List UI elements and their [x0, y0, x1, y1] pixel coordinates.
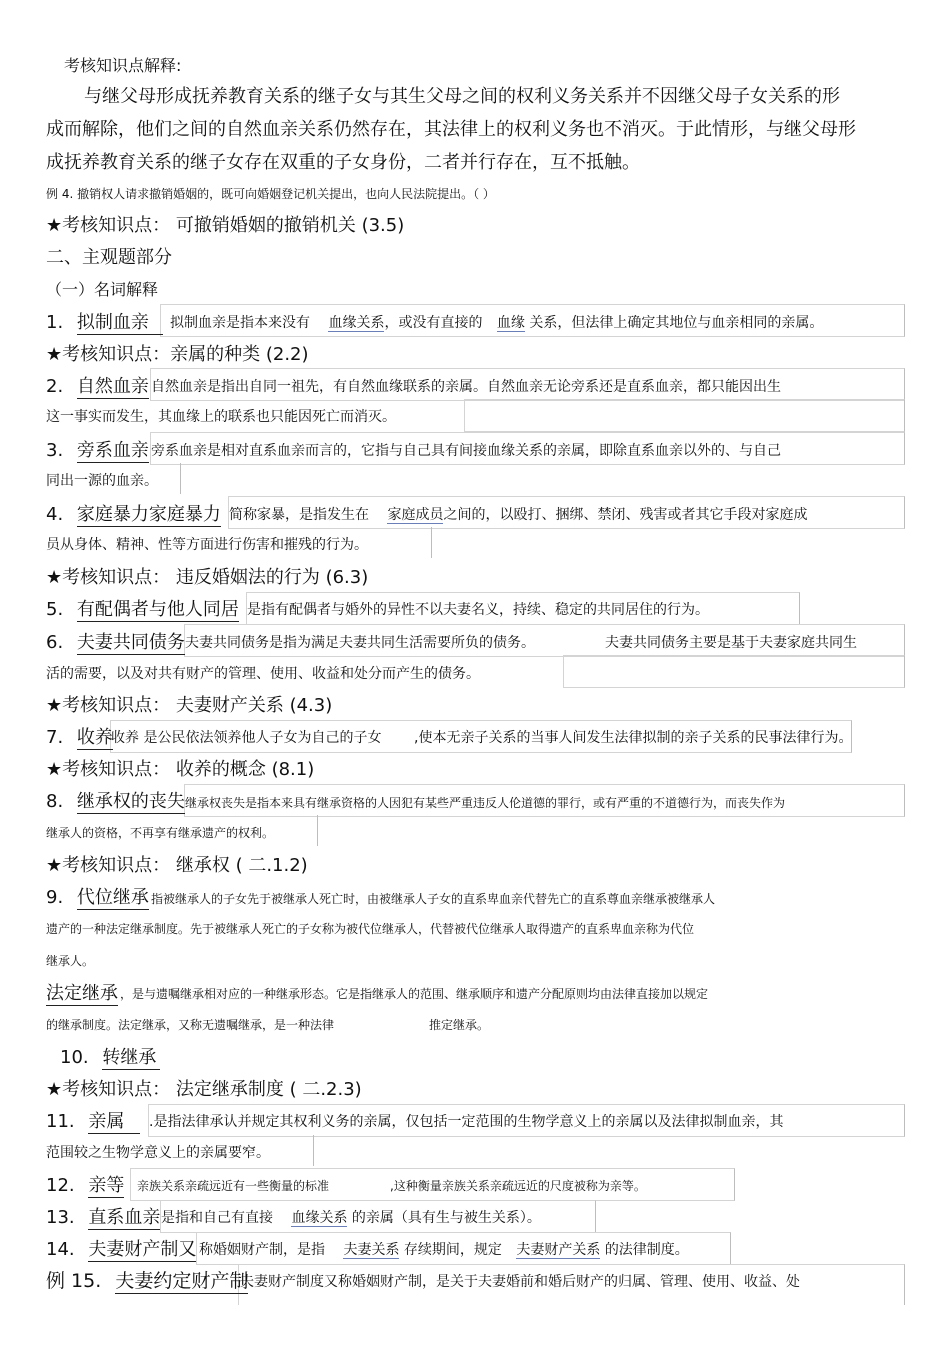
term-12	[46, 1177, 124, 1195]
term-14-def-a: 称婚姻财产制，是指	[199, 1242, 325, 1258]
term-9-title: 代位继承	[76, 887, 149, 908]
statutory-succession-title: 法定继承	[46, 983, 118, 1004]
statutory-succession-line-2b: 推定继承。	[429, 1018, 490, 1032]
term-13-link-blood-relation: 血缘关系	[291, 1210, 348, 1226]
term-14-link-spousal-property: 夫妻财产关系	[516, 1242, 601, 1258]
statutory-succession-line-2a: 的继承制度。法定继承，又称无遗嘱继承，是一种法律	[46, 1018, 335, 1032]
term-14-title: 夫妻财产制又	[88, 1239, 197, 1260]
explain-title: 考核知识点解释:	[64, 56, 182, 75]
term-5	[46, 601, 239, 619]
term-11	[46, 1113, 140, 1131]
term-4-number: 4.	[46, 504, 64, 525]
term-12-definition-b: ,这种衡量亲族关系亲疏远近的尺度被称为亲等。	[390, 1179, 646, 1193]
term-1-def-c: ，或没有直接的	[384, 315, 483, 331]
term-11-title: 亲属	[88, 1111, 140, 1134]
term-7-definition-a: 收养 是公民依法领养他人子女为自己的子女	[111, 730, 382, 746]
term-2-title: 自然血亲	[76, 376, 149, 397]
term-8-definition-line-2: 继承人的资格，不再享有继承遗产的权利。	[46, 826, 275, 840]
explain-line-2: 成而解除，他们之间的自然血亲关系仍然存在，其法律上的权利义务也不消灭。于此情形，与继父母形	[46, 119, 856, 140]
knowledge-point-4-3: ★考核知识点： 夫妻财产关系 (4.3)	[46, 695, 333, 716]
term-4-def-a: 简称家暴，是指发生在	[229, 507, 369, 523]
term-3-title: 旁系血亲	[76, 440, 149, 461]
term-12-definition-a: 亲族关系亲疏远近有一些衡量的标准	[137, 1179, 330, 1193]
term-1-link-blood-relation: 血缘关系	[328, 315, 385, 331]
statutory-succession-line-1: ，是与遗嘱继承相对应的一种继承形态。它是指继承人的范围、继承顺序和遗产分配原则均由法律直接加以规定	[120, 987, 709, 1001]
term-1	[46, 314, 163, 332]
section-subjective: 二、主观题部分	[46, 247, 172, 268]
section-term-definitions: （一）名词解释	[46, 280, 159, 299]
term-8	[46, 793, 185, 811]
term-3-definition-line-2: 同出一源的血亲。	[46, 473, 158, 489]
knowledge-point-2-1-2: ★考核知识点： 继承权 ( 二.1.2)	[46, 855, 308, 876]
term-1-link-blood: 血缘	[496, 315, 525, 331]
term-15-definition: 夫妻财产制度又称婚姻财产制，是关于夫妻婚前和婚后财产的归属、管理、使用、收益、处	[240, 1274, 800, 1290]
term-7-number: 7.	[46, 727, 64, 748]
term-7	[46, 729, 113, 747]
term-2	[46, 378, 149, 396]
term-8-number: 8.	[46, 791, 64, 812]
term-11-number: 11.	[46, 1111, 75, 1132]
term-13	[46, 1209, 160, 1227]
term-1-def-a: 拟制血亲是指本来没有	[170, 315, 310, 331]
term-9-definition-line-1: 指被继承人的子女先于被继承人死亡时，由被继承人子女的直系卑血亲代替先亡的直系尊血亲继承被继承人	[151, 892, 716, 906]
term-10-number: 10.	[60, 1047, 89, 1068]
term-11-definition-line-1: .是指法律承认并规定其权利义务的亲属，仅包括一定范围的生物学意义上的亲属以及法律拟制血亲，其	[149, 1114, 784, 1130]
term-11-definition-line-2: 范围较之生物学意义上的亲属要窄。	[46, 1145, 270, 1161]
term-8-definition-line-1: 继承权丧失是指本来具有继承资格的人因犯有某些严重违反人伦道德的罪行，或有严重的不道德行为，而丧失作为	[185, 796, 786, 810]
term-statutory-succession	[46, 985, 118, 1003]
term-13-def-a: 是指和自己有直接	[161, 1210, 273, 1226]
term-6-title: 夫妻共同债务	[76, 632, 185, 653]
term-1-number: 1.	[46, 312, 64, 333]
term-13-definition	[161, 1211, 541, 1225]
term-6-definition-b: 夫妻共同债务主要是基于夫妻家庭共同生	[605, 635, 857, 651]
knowledge-point-8-1: ★考核知识点： 收养的概念 (8.1)	[46, 759, 315, 780]
answer-box-2b	[464, 399, 905, 432]
term-15	[46, 1272, 248, 1291]
term-13-title: 直系血亲	[88, 1207, 161, 1228]
term-4-link-family-member: 家庭成员	[387, 507, 444, 523]
term-7-definition-b: ,使本无亲子关系的当事人间发生法律拟制的亲子关系的民事法律行为。	[414, 730, 853, 746]
term-4-definition-line-1	[229, 508, 807, 522]
term-9	[46, 889, 149, 907]
term-5-definition: 是指有配偶者与婚外的异性不以夫妻名义，持续、稳定的共同居住的行为。	[247, 602, 709, 618]
term-5-number: 5.	[46, 599, 64, 620]
term-6-definition-a: 夫妻共同债务是指为满足夫妻共同生活需要所负的债务。	[185, 635, 535, 651]
term-5-title: 有配偶者与他人同居	[76, 599, 239, 620]
knowledge-point-3-5: ★考核知识点： 可撤销婚姻的撤销机关 (3.5)	[46, 215, 405, 236]
explain-line-3: 成抚养教育关系的继子女存在双重的子女身份，二者并行存在，互不抵触。	[46, 152, 640, 173]
term-3-definition-line-1: 旁系血亲是相对直系血亲而言的，它指与自己具有间接血缘关系的亲属，即除直系血亲以外的、与自己	[151, 443, 781, 459]
term-10-title: 转继承	[102, 1047, 160, 1070]
term-1-def-e: 关系，但法律上确定其地位与血亲相同的亲属。	[529, 315, 824, 331]
term-14-def-c: 存续期间，规定	[403, 1242, 502, 1258]
term-12-title: 亲等	[88, 1175, 125, 1196]
term-9-definition-line-3: 继承人。	[46, 954, 95, 968]
term-14-number: 14.	[46, 1239, 75, 1260]
term-7-title: 收养	[76, 727, 113, 748]
term-14-definition	[199, 1243, 689, 1257]
example-4: 例 4. 撤销权人请求撤销婚姻的，既可向婚姻登记机关提出，也向人民法院提出。（ ）	[46, 187, 495, 201]
explain-line-1: 与继父母形成抚养教育关系的继子女与其生父母之间的权利义务关系并不因继父母子女关系的形	[84, 86, 840, 107]
term-4	[46, 506, 221, 524]
term-14-link-spousal-relation: 夫妻关系	[343, 1242, 400, 1258]
term-15-title: 夫妻约定财产制	[115, 1270, 249, 1292]
term-1-definition	[170, 316, 823, 330]
term-3-number: 3.	[46, 440, 64, 461]
term-13-def-c: 的亲属（具有生与被生关系）。	[351, 1210, 541, 1226]
knowledge-point-2-2: ★考核知识点：亲属的种类 (2.2)	[46, 344, 309, 365]
knowledge-point-6-3: ★考核知识点： 违反婚姻法的行为 (6.3)	[46, 567, 369, 588]
term-14-def-e: 的法律制度。	[604, 1242, 689, 1258]
term-9-definition-line-2: 遗产的一种法定继承制度。先于被继承人死亡的子女称为被代位继承人，代替被代位继承人取得遗产的直系卑血亲称为代位	[46, 922, 695, 936]
term-6-definition-line-2: 活的需要，以及对共有财产的管理、使用、收益和处分而产生的债务。	[46, 666, 480, 682]
term-13-number: 13.	[46, 1207, 75, 1228]
term-3	[46, 442, 149, 460]
answer-box-6b	[563, 655, 905, 688]
term-8-title: 继承权的丧失	[76, 791, 185, 812]
term-4-definition-line-2: 员从身体、精神、性等方面进行伤害和摧残的行为。	[46, 537, 368, 553]
knowledge-point-2-2-3: ★考核知识点： 法定继承制度 ( 二.2.3)	[46, 1079, 362, 1100]
term-6	[46, 634, 185, 652]
term-6-number: 6.	[46, 632, 64, 653]
term-4-title: 家庭暴力家庭暴力	[76, 504, 221, 525]
term-12-number: 12.	[46, 1175, 75, 1196]
term-15-number: 例 15.	[46, 1270, 102, 1292]
term-2-definition-line-2: 这一事实而发生，其血缘上的联系也只能因死亡而消灭。	[46, 409, 396, 425]
term-2-number: 2.	[46, 376, 64, 397]
term-9-number: 9.	[46, 887, 64, 908]
term-2-definition-line-1: 自然血亲是指出自同一祖先，有自然血缘联系的亲属。自然血亲无论旁系还是直系血亲，都只能因出生	[151, 379, 781, 395]
term-4-def-c: 之间的，以殴打、捆绑、禁闭、残害或者其它手段对家庭成	[443, 507, 808, 523]
term-10	[60, 1049, 160, 1067]
term-14	[46, 1241, 196, 1259]
term-1-title: 拟制血亲	[77, 312, 163, 335]
